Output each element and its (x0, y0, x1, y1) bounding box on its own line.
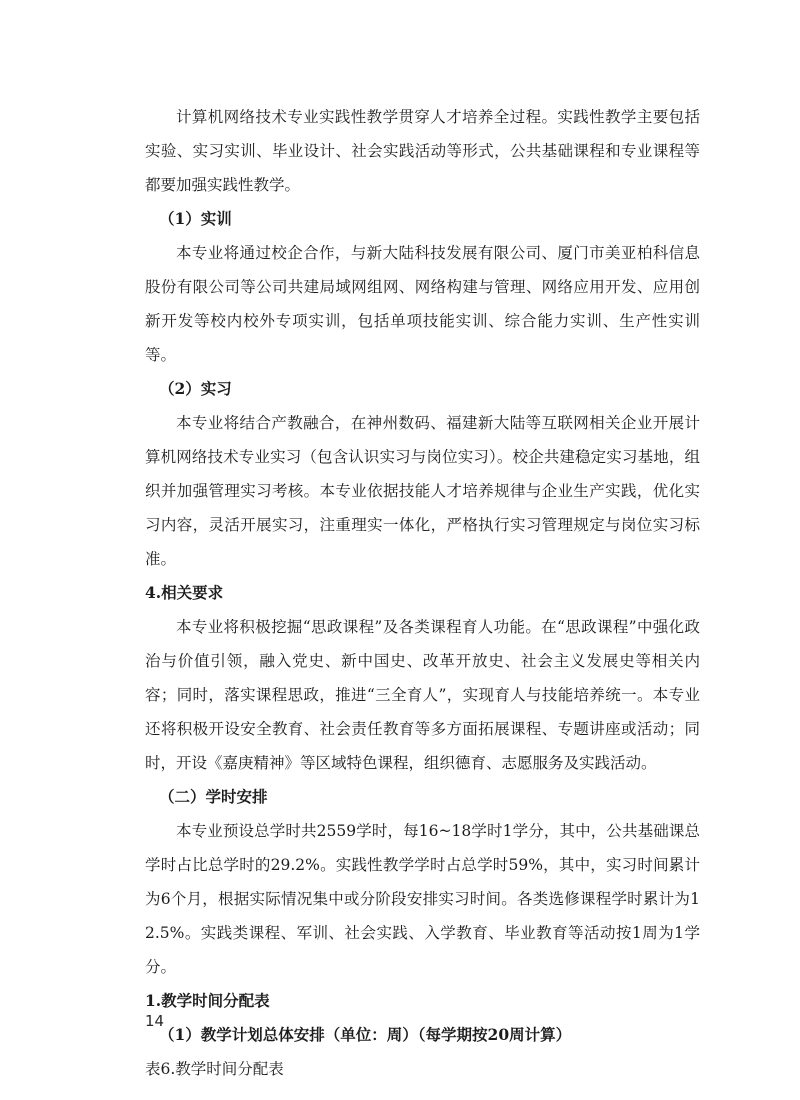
section-heading-time-table: 1.教学时间分配表 (145, 991, 270, 1010)
section-heading-requirements: 4.相关要求 (145, 583, 224, 602)
section-heading-training: （1）实训 (159, 209, 232, 228)
document-body (145, 100, 700, 1086)
page-number: 14 (145, 1012, 165, 1030)
intro-paragraph: 计算机网络技术专业实践性教学贯穿人才培养全过程。实践性教学主要包括实验、实习实训、毕业设计、社会实践活动等形式，公共基础课程和专业课程等都要加强实践性教学。 (145, 108, 700, 194)
internship-paragraph: 本专业将结合产教融合，在神州数码、福建新大陆等互联网相关企业开展计算机网络技术专业实习（包含认识实习与岗位实习）。校企共建稳定实习基地，组织并加强管理实习考核。本专业依据技能人才培养规律与企业生产实践，优化实习内容，灵活开展实习，注重理实一体化，严格执行实习管理规定与岗位实习标准。 (145, 414, 700, 568)
training-paragraph: 本专业将通过校企合作，与新大陆科技发展有限公司、厦门市美亚柏科信息股份有限公司等公司共建局域网组网、网络构建与管理、网络应用开发、应用创新开发等校内校外专项实训，包括单项技能实训、综合能力实训、生产性实训等。 (145, 244, 700, 364)
requirements-paragraph: 本专业将积极挖掘“思政课程”及各类课程育人功能。在“思政课程”中强化政治与价值引领，融入党史、新中国史、改革开放史、社会主义发展史等相关内容；同时，落实课程思政，推进“三全育人”，实现育人与技能培养统一。本专业还将积极开设安全教育、社会责任教育等多方面拓展课程、专题讲座或活动；同时，开设《嘉庚精神》等区域特色课程，组织德育、志愿服务及实践活动。 (145, 618, 700, 772)
section-heading-hours: （二）学时安排 (159, 787, 268, 806)
section-heading-overall-plan: （1）教学计划总体安排（单位：周）（每学期按20周计算） (159, 1025, 572, 1044)
section-heading-internship: （2）实习 (159, 379, 232, 398)
table-caption: 表6.教学时间分配表 (145, 1060, 284, 1078)
hours-paragraph: 本专业预设总学时共2559学时，每16~18学时1学分，其中，公共基础课总学时占比总学时的29.2%。实践性教学学时占总学时59%，其中，实习时间累计为6个月，根据实际情况集中或分阶段安排实习时间。各类选修课程学时累计为12.5%。实践类课程、军训、社会实践、入学教育、毕业教育等活动按1周为1学分。 (145, 822, 700, 976)
